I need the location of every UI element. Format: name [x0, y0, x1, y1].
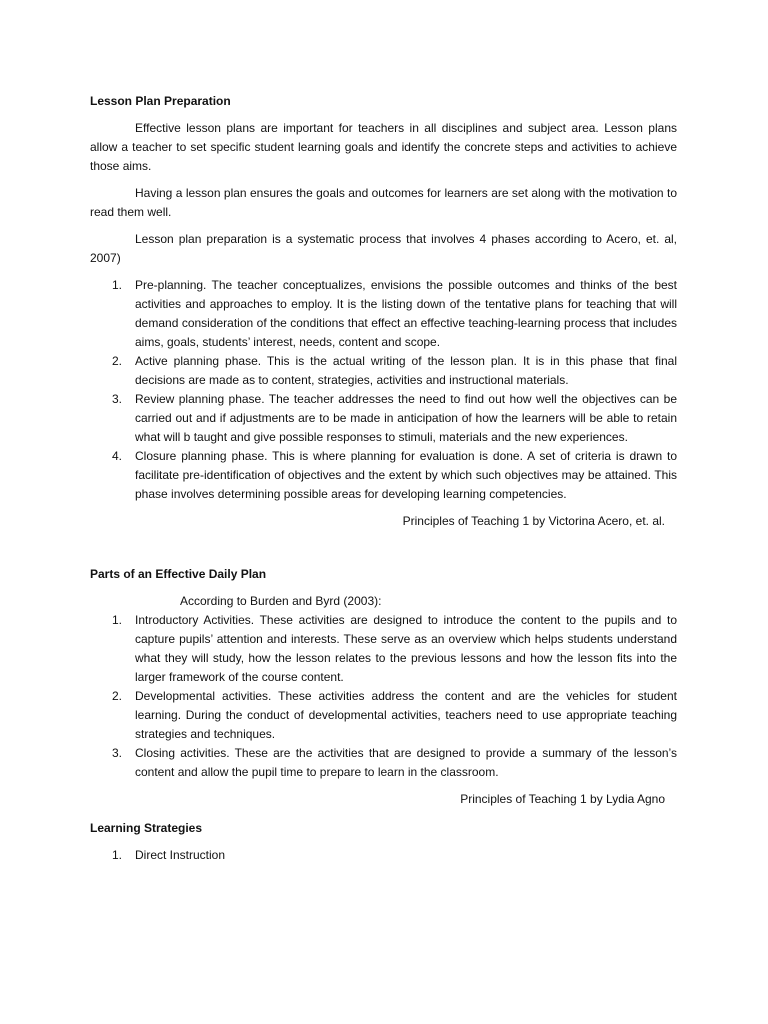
list-number: 4.: [112, 449, 123, 463]
list-item: [90, 744, 677, 782]
section-heading-lesson-plan-preparation: Lesson Plan Preparation: [90, 94, 231, 108]
list-number: 1.: [112, 278, 123, 292]
list-item: [90, 352, 677, 390]
document-page: [90, 92, 677, 873]
list-item-text: Closing activities. These are the activities that are designed to provide a summary of the lesson’s content and allow the pupil time to prepare to learn in the classroom.: [135, 746, 677, 779]
list-item: [90, 390, 677, 447]
list-number: 1.: [112, 848, 123, 862]
citation-acero: Principles of Teaching 1 by Victorina Acero, et. al.: [402, 514, 665, 528]
list-item: [90, 687, 677, 744]
list-number: 3.: [112, 746, 123, 760]
paragraph-2: Having a lesson plan ensures the goals and outcomes for learners are set along with the motivation to read them well.: [90, 186, 677, 219]
list-item-text: Introductory Activities. These activities are designed to introduce the content to the pupils and to capture pupils’ attention and interests. These serve as an overview which helps students understand what they will study, how the lesson relates to the previous lessons and how the lesson fits into the larger framework of the course content.: [135, 613, 677, 684]
list-number: 2.: [112, 689, 123, 703]
list-item: [90, 611, 677, 687]
according-to-line: According to Burden and Byrd (2003):: [180, 594, 382, 608]
list-item-text: Closure planning phase. This is where planning for evaluation is done. A set of criteria is drawn to facilitate pre-identification of objectives and the extent by which such objectives may be attained. This phase involves determining possible areas for developing learning competencies.: [135, 449, 677, 501]
strategies-list: [90, 846, 677, 865]
phases-list: [90, 276, 677, 504]
list-number: 3.: [112, 392, 123, 406]
list-item: [90, 447, 677, 504]
list-number: 2.: [112, 354, 123, 368]
list-item-text: Pre-planning. The teacher conceptualizes, envisions the possible outcomes and thinks of the best activities and approaches to employ. It is the listing down of the tentative plans for teaching that will demand consideration of the conditions that effect an effective teaching-learning process that includes aims, goals, students’ interest, needs, content and scope.: [135, 278, 677, 349]
list-item: [90, 846, 677, 865]
list-item: [90, 276, 677, 352]
list-item-text: Review planning phase. The teacher addresses the need to find out how well the objectives can be carried out and if adjustments are to be made in anticipation of how the learners will be able to retain what will b taught and give possible responses to stimuli, materials and the new experiences.: [135, 392, 677, 444]
paragraph-3: Lesson plan preparation is a systematic process that involves 4 phases according to Acero, et. al, 2007): [90, 232, 677, 265]
parts-list: [90, 611, 677, 782]
list-item-text: Active planning phase. This is the actual writing of the lesson plan. It is in this phase that final decisions are made as to content, strategies, activities and instructional materials.: [135, 354, 677, 387]
section-heading-parts-of-plan: Parts of an Effective Daily Plan: [90, 567, 267, 581]
paragraph-1: Effective lesson plans are important for teachers in all disciplines and subject area. Lesson plans allow a teacher to set specific student learning goals and identify the concrete steps and activities to achieve those aims.: [90, 121, 677, 173]
list-item-text: Developmental activities. These activities address the content and are the vehicles for student learning. During the conduct of developmental activities, teachers need to use appropriate teaching strategies and techniques.: [135, 689, 677, 741]
citation-agno: Principles of Teaching 1 by Lydia Agno: [460, 792, 665, 806]
list-number: 1.: [112, 613, 123, 627]
list-item-text: Direct Instruction: [135, 848, 226, 862]
section-heading-learning-strategies: Learning Strategies: [90, 821, 203, 835]
